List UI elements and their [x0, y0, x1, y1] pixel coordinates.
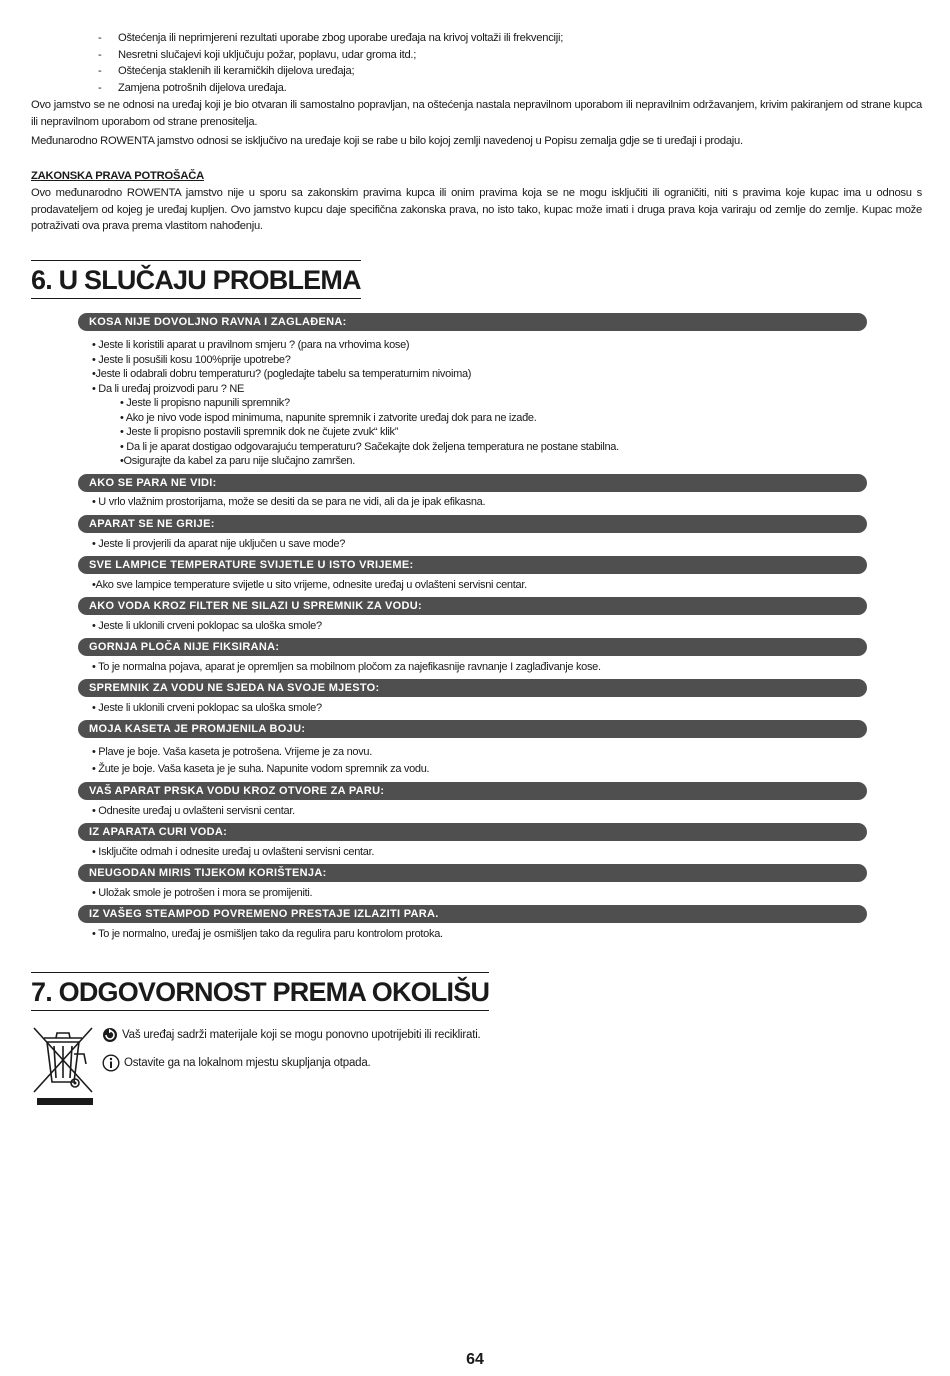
section-7-title: 7. ODGOVORNOST PREMA OKOLIŠU	[31, 972, 489, 1011]
answer-line: • U vrlo vlažnim prostorijama, može se desiti da se para ne vidi, ali da je ipak efikasna.	[92, 496, 486, 508]
info-icon	[102, 1054, 120, 1072]
problem-heading: IZ VAŠEG STEAMPOD POVREMENO PRESTAJE IZLAZITI PARA.	[78, 905, 867, 923]
recycle-text: Vaš uređaj sadrži materijale koji se mogu ponovno upotrijebiti ili reciklirati.	[122, 1029, 481, 1041]
problem-heading: APARAT SE NE GRIJE:	[78, 515, 867, 533]
problem-heading: AKO VODA KROZ FILTER NE SILAZI U SPREMNIK ZA VODU:	[78, 597, 867, 615]
problem-answer	[92, 701, 872, 716]
answer-line: • Da li uređaj proizvodi paru ? NE	[92, 382, 245, 395]
answer-subline: • Ako je nivo vode ispod minimuma, napunite spremnik i zatvorite uređaj dok para ne izađe.	[120, 411, 537, 424]
problem-heading: KOSA NIJE DOVOLJNO RAVNA I ZAGLAĐENA:	[78, 313, 867, 331]
answer-line: •Ako sve lampice temperature svijetle u sito vrijeme, odnesite uređaj u ovlašteni servisni centar.	[92, 579, 527, 591]
consumer-rights-text: Ovo međunarodno ROWENTA jamstvo nije u sporu sa zakonskim pravima kupca ili onim pravima koja se ne mogu isključiti ili ograničiti, niti s pravima koje kupac ima u odnosu s prodavateljem od kojeg je uređaj kupljen. Ovo jamstvo kupcu daje specifična zakonska prava, no isto tako, kupac može imati i druga prava koja variraju od zemlje do zemlje. Kupac može potraživati ova prava prema vlastitom nahođenju.	[31, 187, 922, 232]
answer-line: • Jeste li posušili kosu 100%prije upotrebe?	[92, 353, 291, 366]
answer-line: • Jeste li koristili aparat u pravilnom smjeru ? (para na vrhovima kose)	[92, 339, 410, 351]
list-item: - Nesretni slučajevi koji uključuju požar, poplavu, udar groma itd.;	[98, 47, 898, 64]
problem-heading: IZ APARATA CURI VODA:	[78, 823, 867, 841]
problem-answer	[92, 804, 872, 819]
answer-line: •Jeste li odabrali dobru temperaturu? (pogledajte tabelu sa temperaturnim nivoima)	[92, 368, 472, 380]
answer-line: • Uložak smole je potrošen i mora se promijeniti.	[92, 887, 313, 899]
problem-heading: SVE LAMPICE TEMPERATURE SVIJETLE U ISTO VRIJEME:	[78, 556, 867, 574]
problem-answer	[92, 578, 872, 593]
answer-line: • Jeste li uklonili crveni poklopac sa uloška smole?	[92, 620, 322, 632]
problem-heading: GORNJA PLOČA NIJE FIKSIRANA:	[78, 638, 867, 656]
problem-answer	[92, 845, 872, 860]
problem-answer	[92, 537, 872, 552]
answer-line: • Isključite odmah i odnesite uređaj u ovlašteni servisni centar.	[92, 846, 375, 858]
list-item: - Oštećenja staklenih ili keramičkih dijelova uređaja;	[98, 63, 898, 80]
answer-line: • Žute je boje. Vaša kaseta je je suha. Napunite vodom spremnik za vodu.	[92, 763, 430, 775]
recycle-note	[102, 1026, 481, 1044]
problem-heading: VAŠ APARAT PRSKA VODU KROZ OTVORE ZA PARU:	[78, 782, 867, 800]
warranty-paragraph-1: Ovo jamstvo se ne odnosi na uređaj koji je bio otvaran ili samostalno popravljan, na oštećenja nastala nepravilnom uporabom ili nepravilnim održavanjem, krivim pakiranjem od strane kupca ili nepravilnom uporabom od strane prenositelja.	[31, 99, 922, 128]
section-6-title: 6. U SLUČAJU PROBLEMA	[31, 260, 361, 299]
problem-answer	[92, 927, 872, 942]
problem-answer	[92, 338, 872, 469]
problem-heading: MOJA KASETA JE PROMJENILA BOJU:	[78, 720, 867, 738]
problem-heading: SPREMNIK ZA VODU NE SJEDA NA SVOJE MJESTO:	[78, 679, 867, 697]
answer-subline: • Jeste li propisno napunili spremnik?	[120, 397, 290, 409]
answer-line: • To je normalna pojava, aparat je opremljen sa mobilnom pločom za najefikasnije ravnanje I zaglađivanje kose.	[92, 661, 601, 673]
warranty-paragraph-2: Međunarodno ROWENTA jamstvo odnosi se isključivo na uređaje koji se rabe u bilo kojoj zemlji navedenoj u Popisu zemalja gdje se ti uređaji i prodaju.	[31, 135, 743, 147]
answer-line: • Jeste li provjerili da aparat nije uključen u save mode?	[92, 538, 346, 550]
problem-heading: AKO SE PARA NE VIDI:	[78, 474, 867, 492]
warranty-exclusions-list	[98, 30, 898, 96]
problem-heading: NEUGODAN MIRIS TIJEKOM KORIŠTENJA:	[78, 864, 867, 882]
answer-subline: •Osigurajte da kabel za paru nije slučajno zamršen.	[120, 455, 355, 467]
crossed-bin-icon	[30, 1024, 96, 1113]
page-number: 64	[466, 1351, 484, 1368]
list-item: - Zamjena potrošnih dijelova uređaja.	[98, 80, 898, 97]
problem-answer	[92, 886, 872, 901]
problem-answer	[92, 744, 872, 778]
recycle-arrow-icon	[102, 1027, 118, 1043]
answer-line: • Odnesite uređaj u ovlašteni servisni centar.	[92, 805, 295, 817]
problem-answer	[92, 495, 872, 510]
answer-line: • Plave je boje. Vaša kaseta je potrošena. Vrijeme je za novu.	[92, 746, 372, 758]
answer-line: • To je normalno, uređaj je osmišljen tako da regulira paru kontrolom protoka.	[92, 928, 443, 940]
answer-line: • Jeste li uklonili crveni poklopac sa uloška smole?	[92, 702, 322, 714]
answer-subline: • Da li je aparat dostigao odgovarajuću temperaturu? Sačekajte dok željena temperatura ne postane stabilna.	[120, 440, 619, 453]
answer-subline: • Jeste li propisno postavili spremnik dok ne čujete zvuk“ klik”	[120, 426, 399, 438]
problem-answer	[92, 619, 872, 634]
problem-answer	[92, 660, 872, 675]
disposal-note	[102, 1054, 371, 1072]
consumer-rights-heading: ZAKONSKA PRAVA POTROŠAČA	[31, 170, 204, 182]
list-item: - Oštećenja ili neprimjereni rezultati uporabe zbog uporabe uređaja na krivoj voltaži ili frekvenciji;	[98, 30, 898, 47]
info-text: Ostavite ga na lokalnom mjestu skupljanja otpada.	[124, 1057, 371, 1069]
